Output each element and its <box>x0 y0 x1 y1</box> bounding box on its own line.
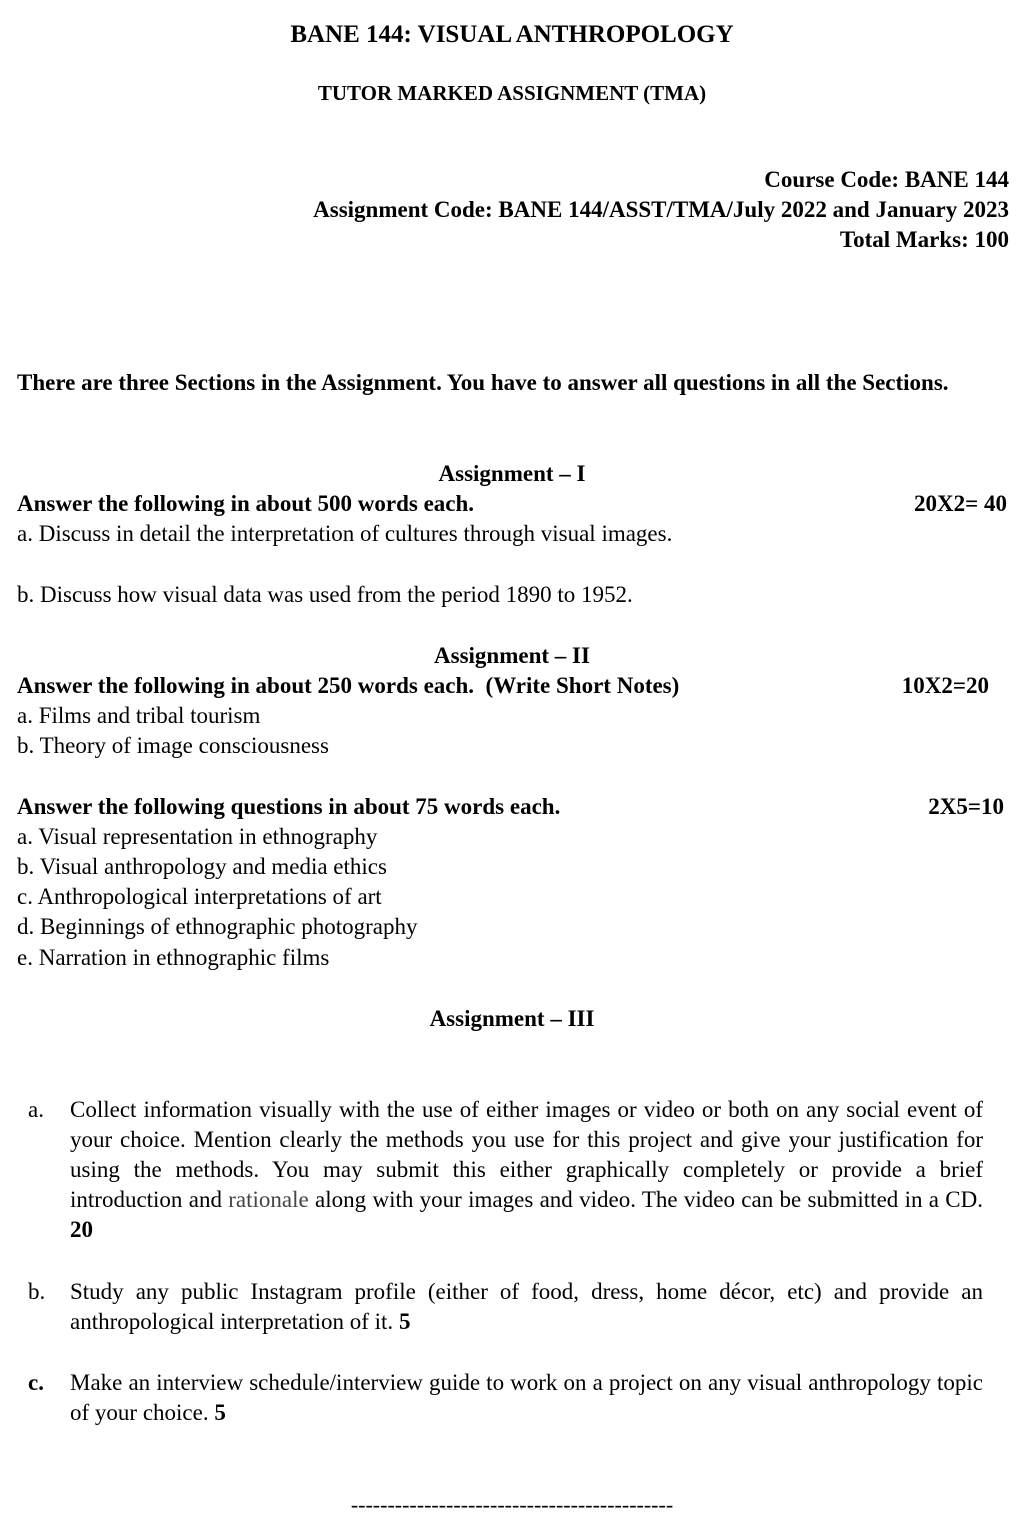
course-code: Course Code: BANE 144 <box>764 167 1009 192</box>
assignment-2-marks: 10X2=20 <box>901 673 989 698</box>
assignment-1-instruction-row <box>17 489 1007 519</box>
assignment-2-instruction: Answer the following in about 250 words each. (Write Short Notes) <box>17 673 680 698</box>
document-subtitle: TUTOR MARKED ASSIGNMENT (TMA) <box>317 81 707 105</box>
assignment-2-title: Assignment – II <box>434 643 590 668</box>
list-item: e. Narration in ethnographic films <box>17 945 330 970</box>
list-item: b. Visual anthropology and media ethics <box>17 854 387 879</box>
item-text-part: Collect information visually with the use of either images or video or both on any social event of your choice. Mention clearly the methods you use for this project and give your justification for using the methods. You may submit this either graphically completely or provide a brief introduction and <box>70 1097 983 1212</box>
item-text-part: along with your images and video. The video can be submitted in a CD. <box>315 1187 983 1212</box>
item-label: b. <box>28 1279 46 1304</box>
end-rule: -------------------------------------------- <box>350 1492 674 1517</box>
list-item: a. Films and tribal tourism <box>17 703 261 728</box>
item-marks: 5 <box>398 1309 411 1334</box>
item-text-rationale: rationale <box>228 1187 309 1212</box>
short-questions-instruction-row <box>17 792 1004 822</box>
item-text-part: Make an interview schedule/interview guide to work on a project on any visual anthropology topic of your choice. <box>70 1370 983 1425</box>
item-label: c. <box>28 1370 44 1395</box>
short-questions-marks: 2X5=10 <box>928 794 1004 819</box>
assignment-1-instruction: Answer the following in about 500 words each. <box>17 491 475 516</box>
list-item: c. Anthropological interpretations of art <box>17 884 382 909</box>
document-title: BANE 144: VISUAL ANTHROPOLOGY <box>290 21 734 48</box>
short-questions-instruction: Answer the following questions in about 75 words each. <box>17 794 561 819</box>
assignment-3-item-b <box>28 1277 983 1337</box>
total-marks: Total Marks: 100 <box>839 227 1009 252</box>
list-item: a. Visual representation in ethnography <box>17 824 378 849</box>
assignment-3-title: Assignment – III <box>429 1006 595 1031</box>
item-text <box>70 1095 983 1245</box>
list-item: d. Beginnings of ethnographic photography <box>17 914 418 939</box>
assignment-code: Assignment Code: BANE 144/ASST/TMA/July 2022 and January 2023 <box>313 197 1009 222</box>
list-item: b. Discuss how visual data was used from the period 1890 to 1952. <box>17 582 633 607</box>
item-text <box>70 1368 983 1428</box>
intro-paragraph: There are three Sections in the Assignment. You have to answer all questions in all the Sections. <box>17 370 949 395</box>
list-item: b. Theory of image consciousness <box>17 733 329 758</box>
assignment-1-marks: 20X2= 40 <box>914 491 1007 516</box>
item-text-part: Study any public Instagram profile (either of food, dress, home décor, etc) and provide an anthropological interpretation of it. <box>70 1279 983 1334</box>
assignment-2-instruction-row <box>17 671 989 701</box>
item-label: a. <box>28 1097 44 1122</box>
assignment-3-item-a <box>28 1095 983 1245</box>
item-marks: 20 <box>70 1217 93 1242</box>
assignment-3-item-c <box>28 1368 983 1428</box>
item-text <box>70 1277 983 1337</box>
item-marks: 5 <box>214 1400 226 1425</box>
list-item: a. Discuss in detail the interpretation of cultures through visual images. <box>17 521 673 546</box>
assignment-1-title: Assignment – I <box>438 461 586 486</box>
